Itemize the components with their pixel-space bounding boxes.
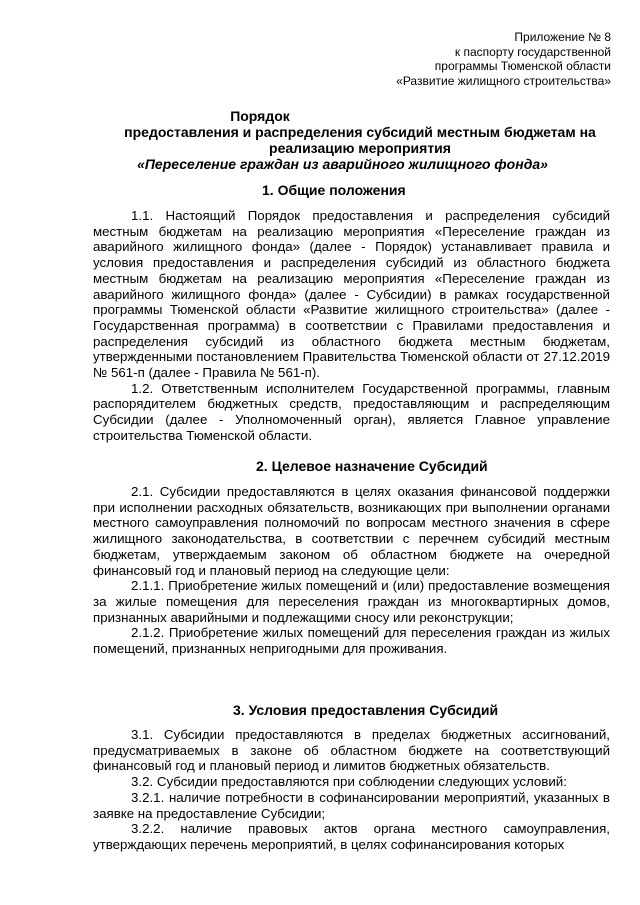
title-line: реализацию мероприятия — [269, 140, 451, 156]
document-title — [80, 108, 640, 172]
appendix-note — [311, 30, 611, 88]
paragraph: 3.1. Субсидии предоставляются в пределах бюджетных ассигнований, предусматриваемых в законе об областном бюджете на соответствующий финансовый год и плановый период и лимитов бюджетных обязательств. — [93, 727, 610, 774]
section-heading: 1. Общие положения — [262, 182, 406, 198]
paragraph: 1.1. Настоящий Порядок предоставления и распределения субсидий местным бюджетам на реализацию мероприятия «Переселение граждан из аварийного жилищного фонда» (далее - Порядок) устанавливает правила и условия предоставления и распределения субсидий из областного бюджета местным бюджетам на реализацию мероприятия «Переселение граждан из аварийного жилищного фонда» (далее - Субсидии) в рамках государственной программы Тюменской области «Развитие жилищного строительства» (далее - Государственная программа) в соответствии с Правилами предоставления и распределения субсидий из областного бюджета местным бюджетам, утвержденными постановлением Правительства Тюменской области от 27.12.2019 № 561-п (далее - Правила № 561-п). — [93, 208, 610, 381]
section-body — [93, 208, 610, 444]
paragraph: 3.2.1. наличие потребности в софинансировании мероприятий, указанных в заявке на предоставление Субсидии; — [93, 789, 610, 821]
paragraph: 3.2.2. наличие правовых актов органа местного самоуправления, утверждающих перечень мероприятий, в целях софинансирования которых — [93, 821, 610, 852]
appendix-line: «Развитие жилищного строительства» — [396, 73, 611, 88]
section-heading: 2. Целевое назначение Субсидий — [256, 458, 488, 474]
section-heading: 3. Условия предоставления Субсидий — [233, 702, 499, 718]
paragraph: 2.1.2. Приобретение жилых помещений для переселения граждан из жилых помещений, признанных непригодными для проживания. — [93, 625, 610, 657]
section-body — [93, 727, 610, 853]
title-line-italic: «Переселение граждан из аварийного жилищного фонда» — [137, 156, 548, 172]
appendix-line: Приложение № 8 — [514, 30, 611, 44]
appendix-line: к паспорту государственной — [454, 44, 611, 59]
paragraph: 1.2. Ответственным исполнителем Государственной программы, главным распорядителем бюджетных средств, предоставляющим и распределяющим Субсидии (далее - Уполномоченный орган), является Главное управление строительства Тюменской области. — [93, 380, 610, 443]
title-line: предоставления и распределения субсидий местным бюджетам на — [124, 124, 596, 140]
title-line: Порядок — [230, 108, 290, 124]
section-body — [93, 484, 610, 657]
paragraph: 2.1. Субсидии предоставляются в целях оказания финансовой поддержки при исполнении расходных обязательств, возникающих при выполнении органами местного самоуправления полномочий по вопросам местного значения в сфере жилищного законодательства, в соответствии с перечнем субсидий местным бюджетам, утверждаемым законом об областном бюджете на очередной финансовый год и плановый период на следующие цели: — [93, 484, 610, 578]
paragraph: 3.2. Субсидии предоставляются при соблюдении следующих условий: — [131, 774, 567, 790]
paragraph: 2.1.1. Приобретение жилых помещений и (или) предоставление возмещения за жилые помещения для переселения граждан из многоквартирных домов, признанных аварийными и подлежащими сносу или реконструкции; — [93, 578, 610, 625]
appendix-line: программы Тюменской области — [434, 59, 611, 73]
